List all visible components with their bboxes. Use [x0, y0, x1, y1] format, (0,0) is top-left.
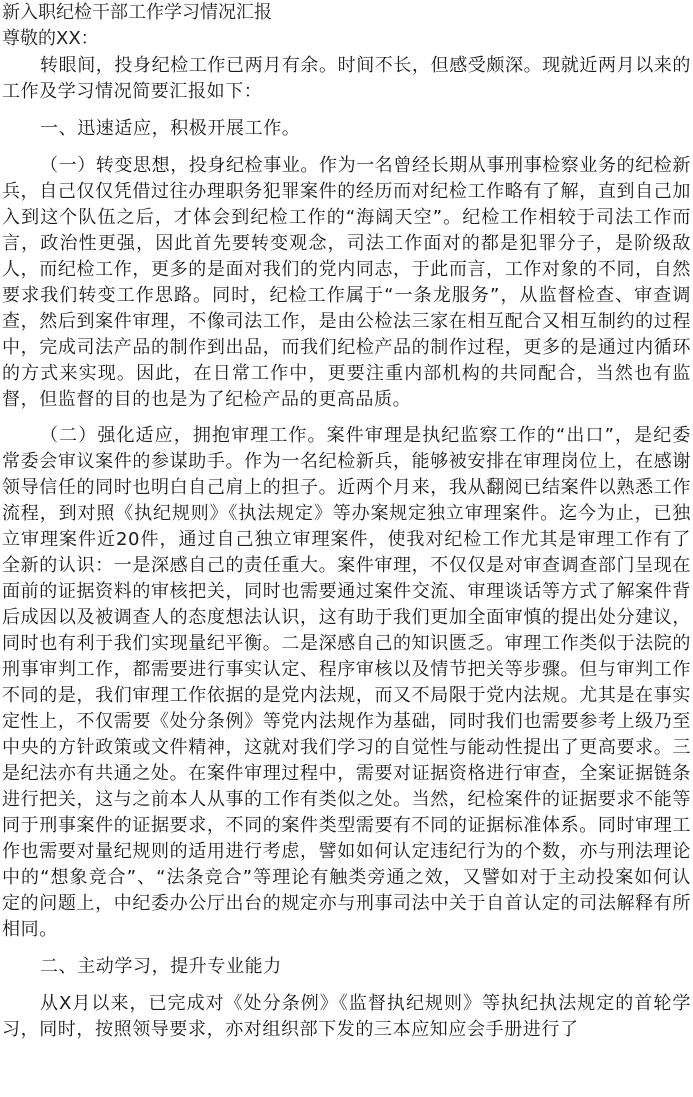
subsection-paragraph-1: （一）转变思想，投身纪检事业。作为一名曾经长期从事刑事检察业务的纪检新兵，自己仅仅凭借过往办理职务犯罪案件的经历而对纪检工作略有了解，直到自己加入到这个队伍之后，才体会到纪检工作的“海阔天空”。纪检工作相较于司法工作而言，政治性更强，因此首先要转变观念，司法工作面对的都是犯罪分子，是阶级敌人，而纪检工作，更多的是面对我们的党内同志，于此而言，工作对象的不同，自然要求我们转变工作思路。同时，纪检工作属于“一条龙服务”，从监督检查、审查调查，然后到案件审理，不像司法工作，是由公检法三家在相互配合又相互制约的过程中，完成司法产品的制作到出品，而我们纪检产品的制作过程，更多的是通过内循环的方式来实现。因此，在日常工作中，更要注重内部机构的共同配合，当然也有监督，但监督的目的也是为了纪检产品的更高品质。 [2, 155, 691, 410]
intro-paragraph: 转眼间，投身纪检工作已两月有余。时间不长，但感受颇深。现就近两月以来的工作及学习情况简要汇报如下： [2, 55, 691, 102]
section-heading-1: 一、迅速适应，积极开展工作。 [40, 118, 301, 139]
subsection-paragraph-2: （二）强化适应，拥抱审理工作。案件审理是执纪监察工作的“出口”，是纪委常委会审议案件的参谋助手。作为一名纪检新兵，能够被安排在审理岗位上，在感谢领导信任的同时也明白自己肩上的担子。近两个月来，我从翻阅已结案件以熟悉工作流程，到对照《执纪规则》《执法规定》等办案规定独立审理案件。迄今为止，已独立审理案件近20件，通过自己独立审理案件，使我对纪检工作尤其是审理工作有了全新的认识：一是深感自己的责任重大。案件审理，不仅仅是对审查调查部门呈现在面前的证据资料的审核把关，同时也需要通过案件交流、审理谈话等方式了解案件背后成因以及被调查人的态度想法认识，这有助于我们更加全面审慎的提出处分建议，同时也有利于我们实现量纪平衡。二是深感自己的知识匮乏。审理工作类似于法院的刑事审判工作，都需要进行事实认定、程序审核以及情节把关等步骤。但与审判工作不同的是，我们审理工作依据的是党内法规，而又不局限于党内法规。尤其是在事实定性上，不仅需要《处分条例》等党内法规作为基础，同时我们也需要参考上级乃至中央的方针政策或文件精神，这就对我们学习的自觉性与能动性提出了更高要求。三是纪法亦有共通之处。在案件审理过程中，需要对证据资格进行审查，全案证据链条进行把关，这与之前本人从事的工作有类似之处。当然，纪检案件的证据要求不能等同于刑事案件的证据要求，不同的案件类型需要有不同的证据标准体系。同时审理工作也需要对量纪规则的适用进行考虑，譬如如何认定违纪行为的个数，亦与刑法理论中的“想象竞合”、“法条竞合”等理论有触类旁通之效，又譬如对于主动投案如何认定的问题上，中纪委办公厅出台的规定亦与刑事司法中关于自首认定的司法解释有所相同。 [2, 425, 691, 940]
salutation: 尊敬的XX： [2, 28, 99, 49]
document-title: 新入职纪检干部工作学习情况汇报 [2, 2, 272, 23]
document-body [2, 53, 691, 1043]
study-paragraph: 从X月以来，已完成对《处分条例》《监督执纪规则》等执纪执法规定的首轮学习，同时，按照领导要求，亦对组织部下发的三本应知应会手册进行了 [2, 993, 691, 1040]
section-heading-2: 二、主动学习，提升专业能力 [40, 956, 282, 977]
